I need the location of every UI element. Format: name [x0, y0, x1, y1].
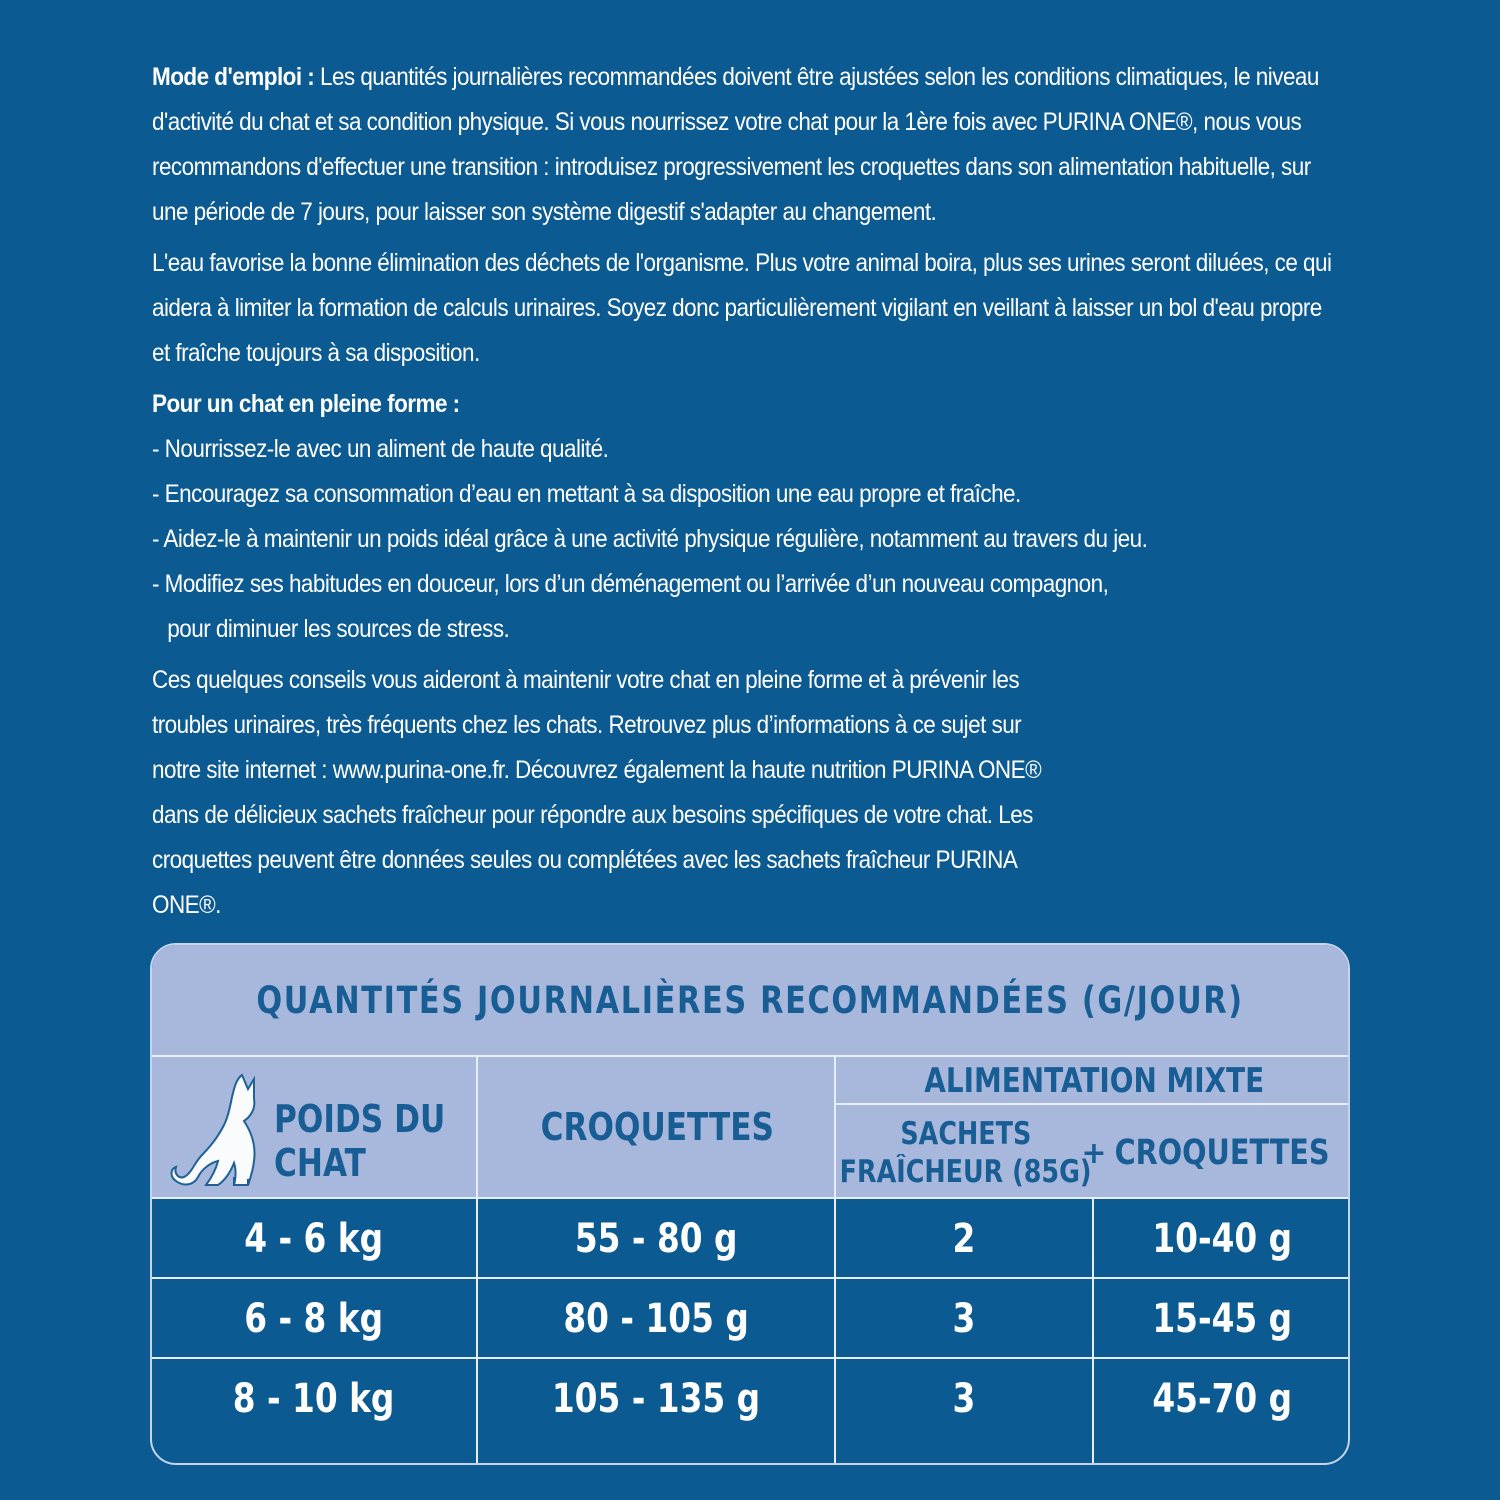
cell-poids: 8 - 10 kg: [233, 1376, 395, 1422]
cell-croquettes-mixte: 10-40 g: [1152, 1216, 1292, 1262]
cell-croquettes: 80 - 105 g: [563, 1296, 749, 1342]
cell-croquettes-mixte: 45-70 g: [1152, 1376, 1292, 1422]
bullet-item: - Encouragez sa consommation d’eau en mettant à sa disposition une eau propre et fraîche.: [152, 480, 1021, 508]
cell-poids: 4 - 6 kg: [244, 1216, 384, 1262]
instructions-text: [152, 55, 1332, 934]
mode-emploi-text: Les quantités journalières recommandées doivent être ajustées selon les conditions climatiques, le niveau d'activité du chat et sa condition physique. Si vous nourrissez votre chat pour la 1ère fois avec PURINA ONE®, nous vous recommandons d'effectuer une transition : introduisez progressivement les croquettes dans son alimentation habituelle, sur une période de 7 jours, pour laisser son système digestif s'adapter au changement.: [152, 63, 1319, 226]
bullet-item: - Modifiez ses habitudes en douceur, lors d’un déménagement ou l’arrivée d’un nouveau compagnon, pour diminuer les sources de stress.: [152, 570, 1109, 643]
mode-emploi-label: Mode d'emploi :: [152, 63, 315, 91]
bullet-item: - Nourrissez-le avec un aliment de haute qualité.: [152, 435, 609, 463]
bullet-item: - Aidez-le à maintenir un poids idéal grâce à une activité physique régulière, notamment au travers du jeu.: [152, 525, 1148, 553]
cell-croquettes-mixte: 15-45 g: [1152, 1296, 1292, 1342]
grid-line: [836, 1103, 1350, 1105]
cell-croquettes: 105 - 135 g: [551, 1376, 761, 1422]
header-plus: +: [1081, 1135, 1107, 1171]
eau-paragraph: L'eau favorise la bonne élimination des déchets de l'organisme. Plus votre animal boira, plus ses urines seront diluées, ce qui aidera à limiter la formation de calculs urinaires. Soyez donc particulièrement vigilant en veillant à laisser un bol d'eau propre et fraîche toujours à sa disposition.: [152, 249, 1332, 367]
table-row: [152, 1279, 1348, 1359]
cell-poids: 6 - 8 kg: [244, 1296, 384, 1342]
cell-sachets: 3: [952, 1296, 976, 1342]
cat-silhouette-icon: [164, 1069, 268, 1189]
cell-sachets: 2: [952, 1216, 976, 1262]
table-row: [152, 1359, 1348, 1439]
cell-sachets: 3: [952, 1376, 976, 1422]
table-title: QUANTITÉS JOURNALIÈRES RECOMMANDÉES (G/JOUR): [152, 945, 1348, 1055]
table-header-row: [152, 1057, 1348, 1197]
mode-emploi-paragraph: [152, 55, 1332, 235]
header-poids-du-chat: POIDS DU CHAT: [274, 1097, 446, 1185]
feeding-table: [150, 943, 1350, 1465]
header-sachets-fraicheur: SACHETS FRAÎCHEUR (85G): [840, 1116, 1092, 1190]
cell-croquettes: 55 - 80 g: [574, 1216, 738, 1262]
pleine-forme-heading: Pour un chat en pleine forme :: [152, 390, 460, 418]
header-croquettes-mixte: CROQUETTES: [1114, 1133, 1330, 1173]
grid-line: [152, 1055, 1348, 1057]
conseils-paragraph: Ces quelques conseils vous aideront à maintenir votre chat en pleine forme et à prévenir les troubles urinaires, très fréquents chez les chats. Retrouvez plus d’informations à ce sujet sur notre site internet : www.purina-one.fr. Découvrez également la haute nutrition PURINA ONE® dans de délicieux sachets fraîcheur pour répondre aux besoins spécifiques de votre chat. Les croquettes peuvent être données seules ou complétées avec les sachets fraîcheur PURINA ONE®.: [152, 666, 1042, 919]
header-alimentation-mixte: ALIMENTATION MIXTE: [924, 1061, 1264, 1101]
pleine-forme-section: [152, 382, 1332, 652]
table-row: [152, 1199, 1348, 1279]
header-croquettes: CROQUETTES: [540, 1105, 774, 1149]
